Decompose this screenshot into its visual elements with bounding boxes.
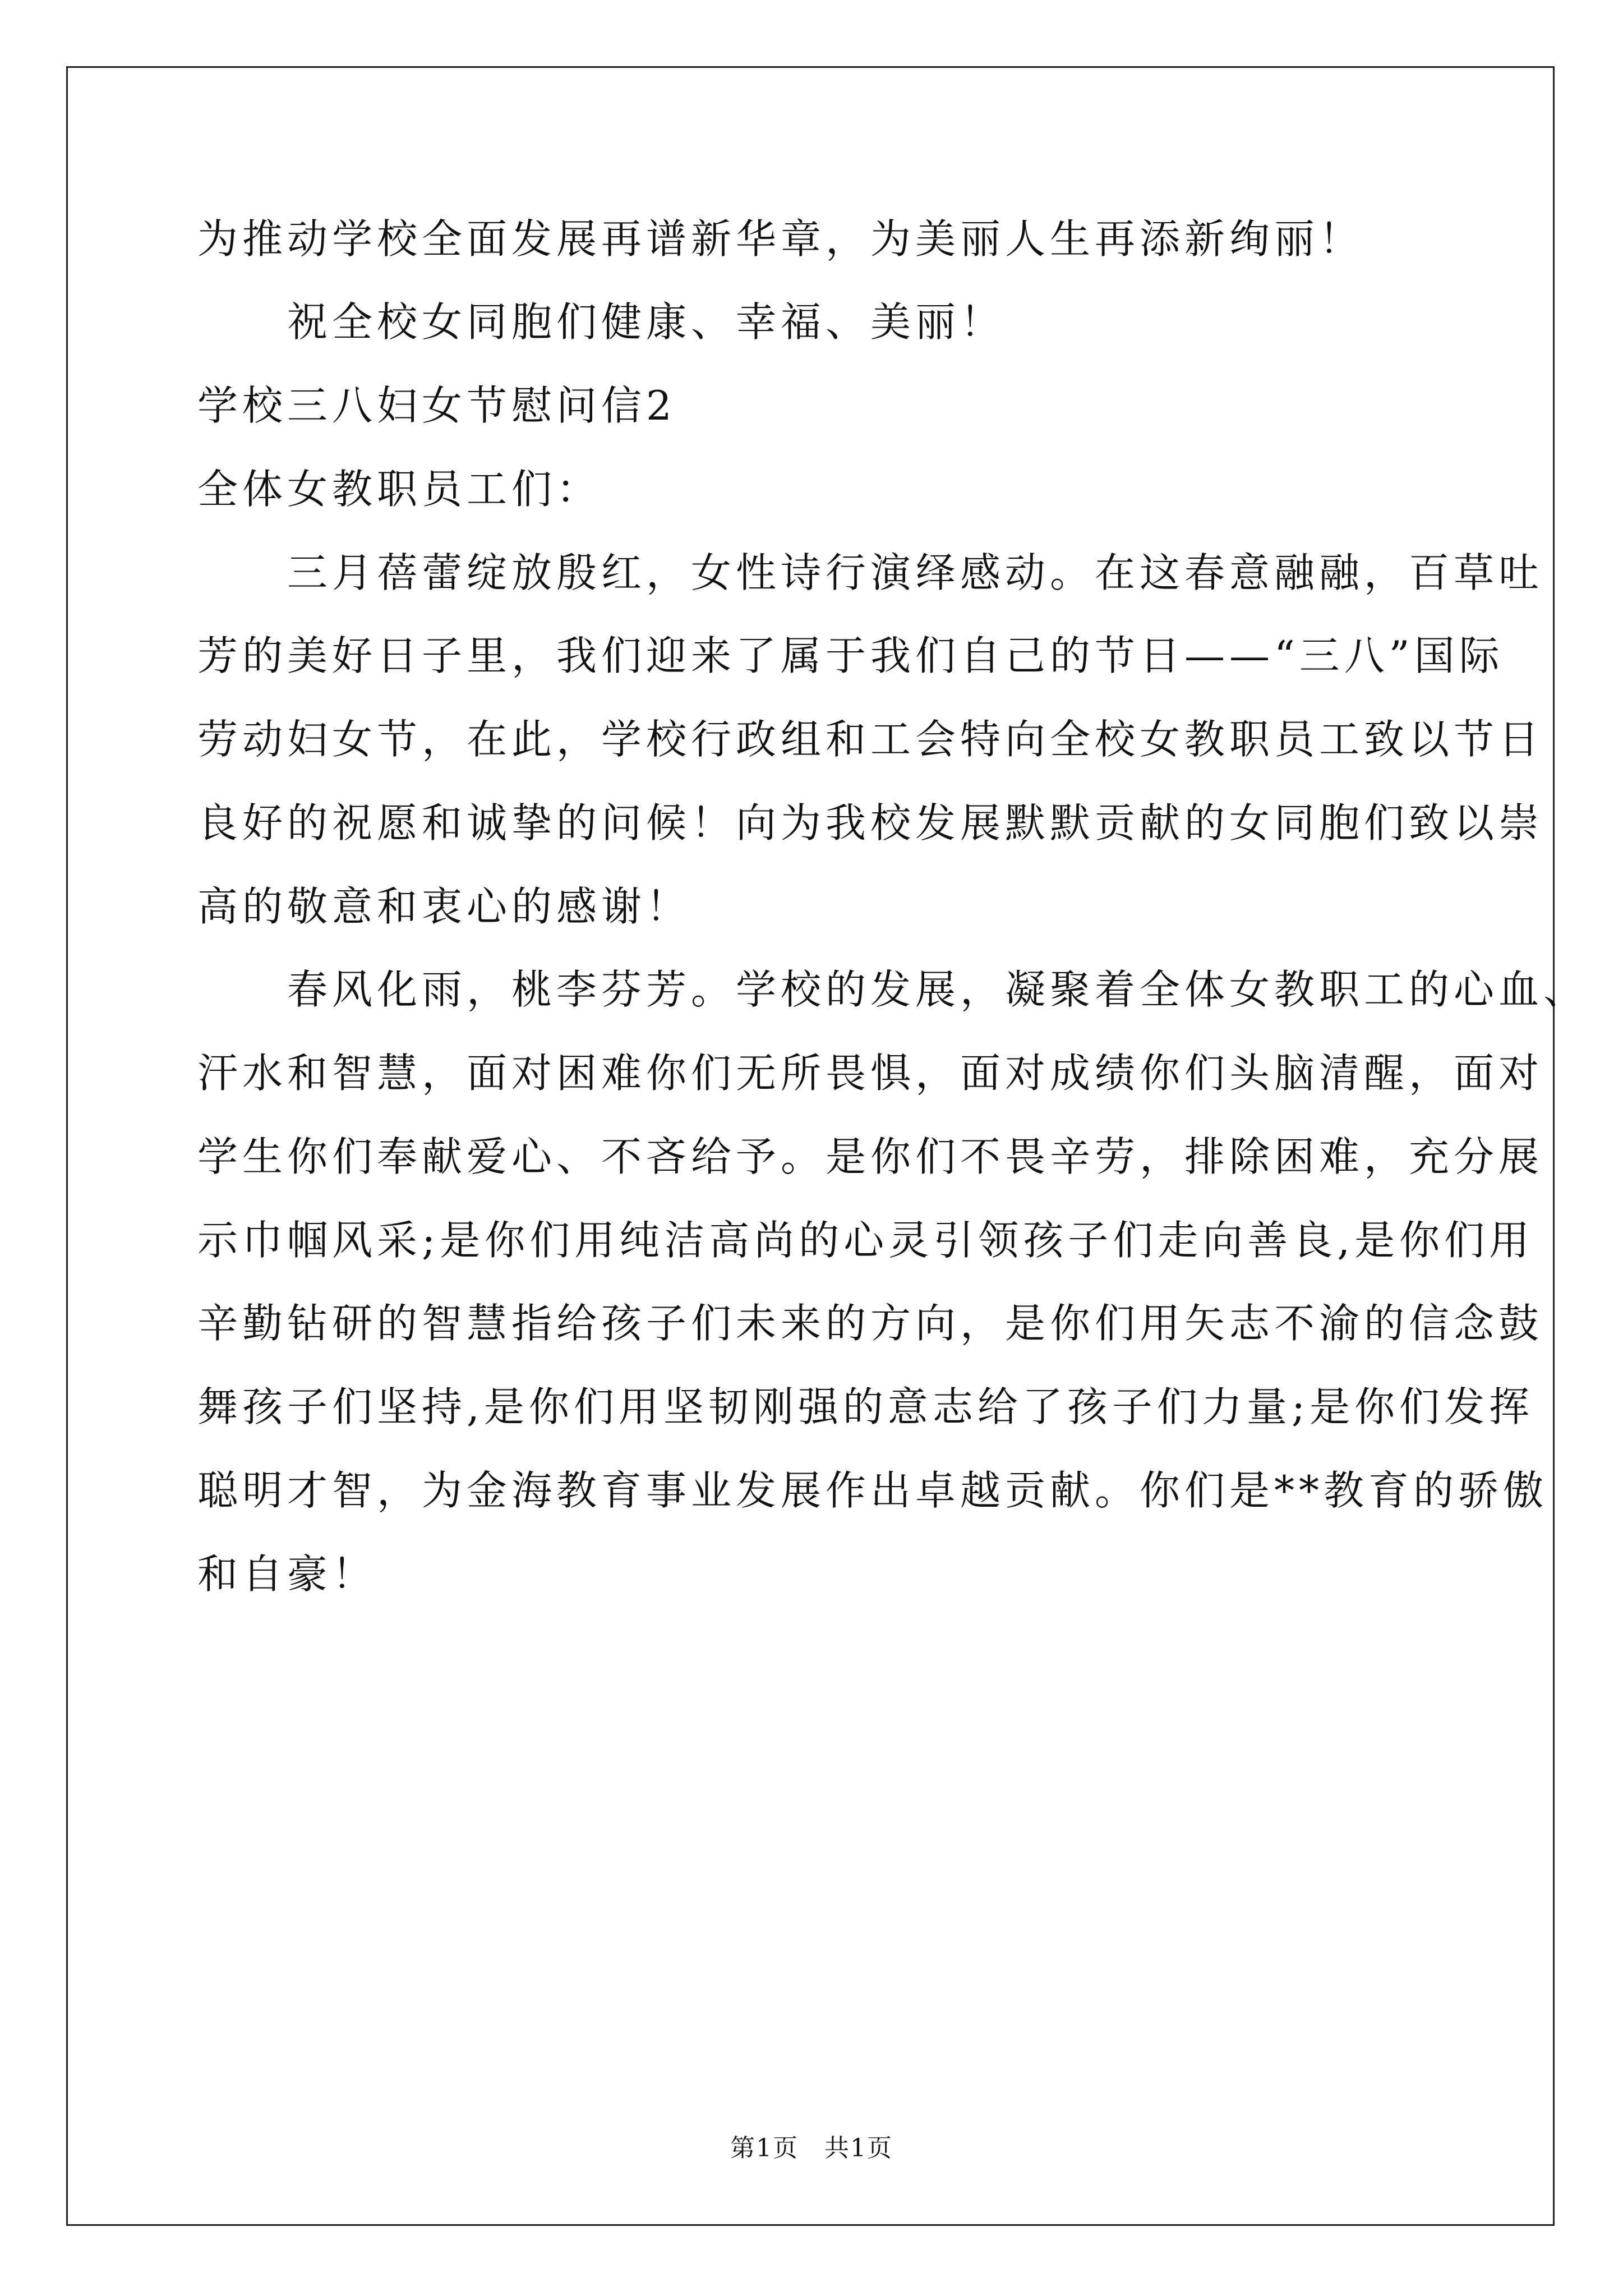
text-line: 辛勤钻研的智慧指给孩子们未来的方向，是你们用矢志不渝的信念鼓 [197,1300,1544,1347]
text-line: 为推动学校全面发展再谱新华章，为美丽人生再添新绚丽！ [197,215,1364,263]
text-line: 和自豪！ [197,1550,377,1598]
text-line: 春风化雨，桃李芬芳。学校的发展，凝聚着全体女教职工的心血、 [197,966,1589,1013]
text-line: 高的敬意和衷心的感谢！ [197,883,691,930]
text-line: 聪明才智，为金海教育事业发展作出卓越贡献。你们是**教育的骄傲 [197,1467,1548,1514]
salutation: 全体女教职员工们： [197,466,602,513]
text-line: 芳的美好日子里，我们迎来了属于我们自己的节日——“三八”国际 [197,632,1504,679]
text-line: 祝全校女同胞们健康、幸福、美丽！ [197,298,1006,346]
text-line: 学生你们奉献爱心、不吝给予。是你们不畏辛劳，排除困难，充分展 [197,1133,1544,1180]
page-number: 第1页 共1页 [730,2134,893,2162]
text-line: 劳动妇女节，在此，学校行政组和工会特向全校女教职员工致以节日 [197,716,1544,763]
text-line: 良好的祝愿和诚挚的问候！向为我校发展默默贡献的女同胞们致以崇 [197,799,1544,846]
text-line: 汗水和智慧，面对困难你们无所畏惧，面对成绩你们头脑清醒，面对 [197,1050,1544,1097]
section-heading: 学校三八妇女节慰问信2 [197,382,676,429]
text-line: 舞孩子们坚持,是你们用坚韧刚强的意志给了孩子们力量;是你们发挥 [197,1383,1534,1430]
text-line: 三月蓓蕾绽放殷红，女性诗行演绎感动。在这春意融融，百草吐 [197,549,1544,596]
text-line: 示巾帼风采;是你们用纯洁高尚的心灵引领孩子们走向善良,是你们用 [197,1217,1534,1264]
